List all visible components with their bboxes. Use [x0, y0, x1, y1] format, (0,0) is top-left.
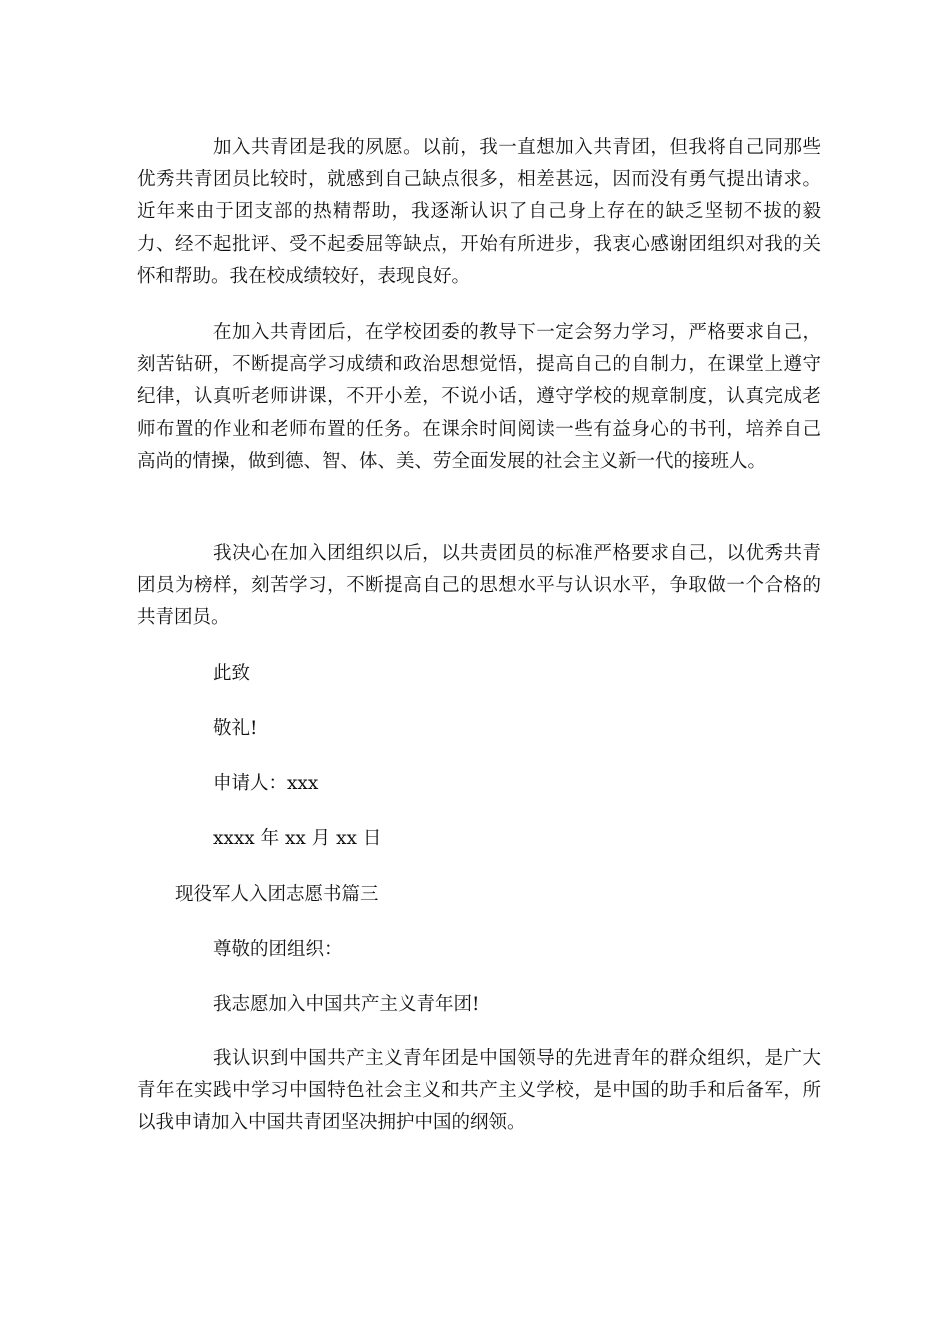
- section-title: 现役军人入团志愿书篇三: [175, 884, 379, 905]
- paragraph-2: 在加入共青团后，在学校团委的教导下一定会努力学习，严格要求自己，刻苦钻研，不断提高学习成绩和政治思想觉悟，提高自己的自制力，在课堂上遵守纪律，认真听老师讲课，不开小差，不说小话，遵守学校的规章制度，认真完成老师布置的作业和老师布置的任务。在课余时间阅读一些有益身心的书刊，培养自己高尚的情操，做到德、智、体、美、劳全面发展的社会主义新一代的接班人。: [137, 322, 821, 472]
- paragraph-3: 我决心在加入团组织以后，以共责团员的标准严格要求自己，以优秀共青团员为榜样，刻苦学习，不断提高自己的思想水平与认识水平，争取做一个合格的共青团员。: [137, 543, 821, 629]
- salutation: 尊敬的团组织：: [213, 939, 343, 960]
- final-paragraph: 我认识到中国共产主义青年团是中国领导的先进青年的群众组织，是广大青年在实践中学习中国特色社会主义和共产主义学校，是中国的助手和后备军，所以我申请加入中国共青团坚决拥护中国的纲领。: [137, 1048, 821, 1134]
- declaration: 我志愿加入中国共产主义青年团!: [213, 994, 480, 1015]
- applicant-line: 申请人：xxx: [213, 773, 319, 794]
- closing-salute: 敬礼!: [213, 718, 258, 739]
- closing-to: 此致: [213, 663, 251, 684]
- paragraph-1: 加入共青团是我的夙愿。以前，我一直想加入共青团，但我将自己同那些优秀共青团员比较时，就感到自己缺点很多，相差甚远，因而没有勇气提出请求。近年来由于团支部的热精帮助，我逐渐认识了自己身上存在的缺乏坚韧不拔的毅力、经不起批评、受不起委屈等缺点，开始有所进步，我衷心感谢团组织对我的关怀和帮助。我在校成绩较好，表现良好。: [137, 137, 821, 287]
- date-line: xxxx 年 xx 月 xx 日: [213, 828, 382, 849]
